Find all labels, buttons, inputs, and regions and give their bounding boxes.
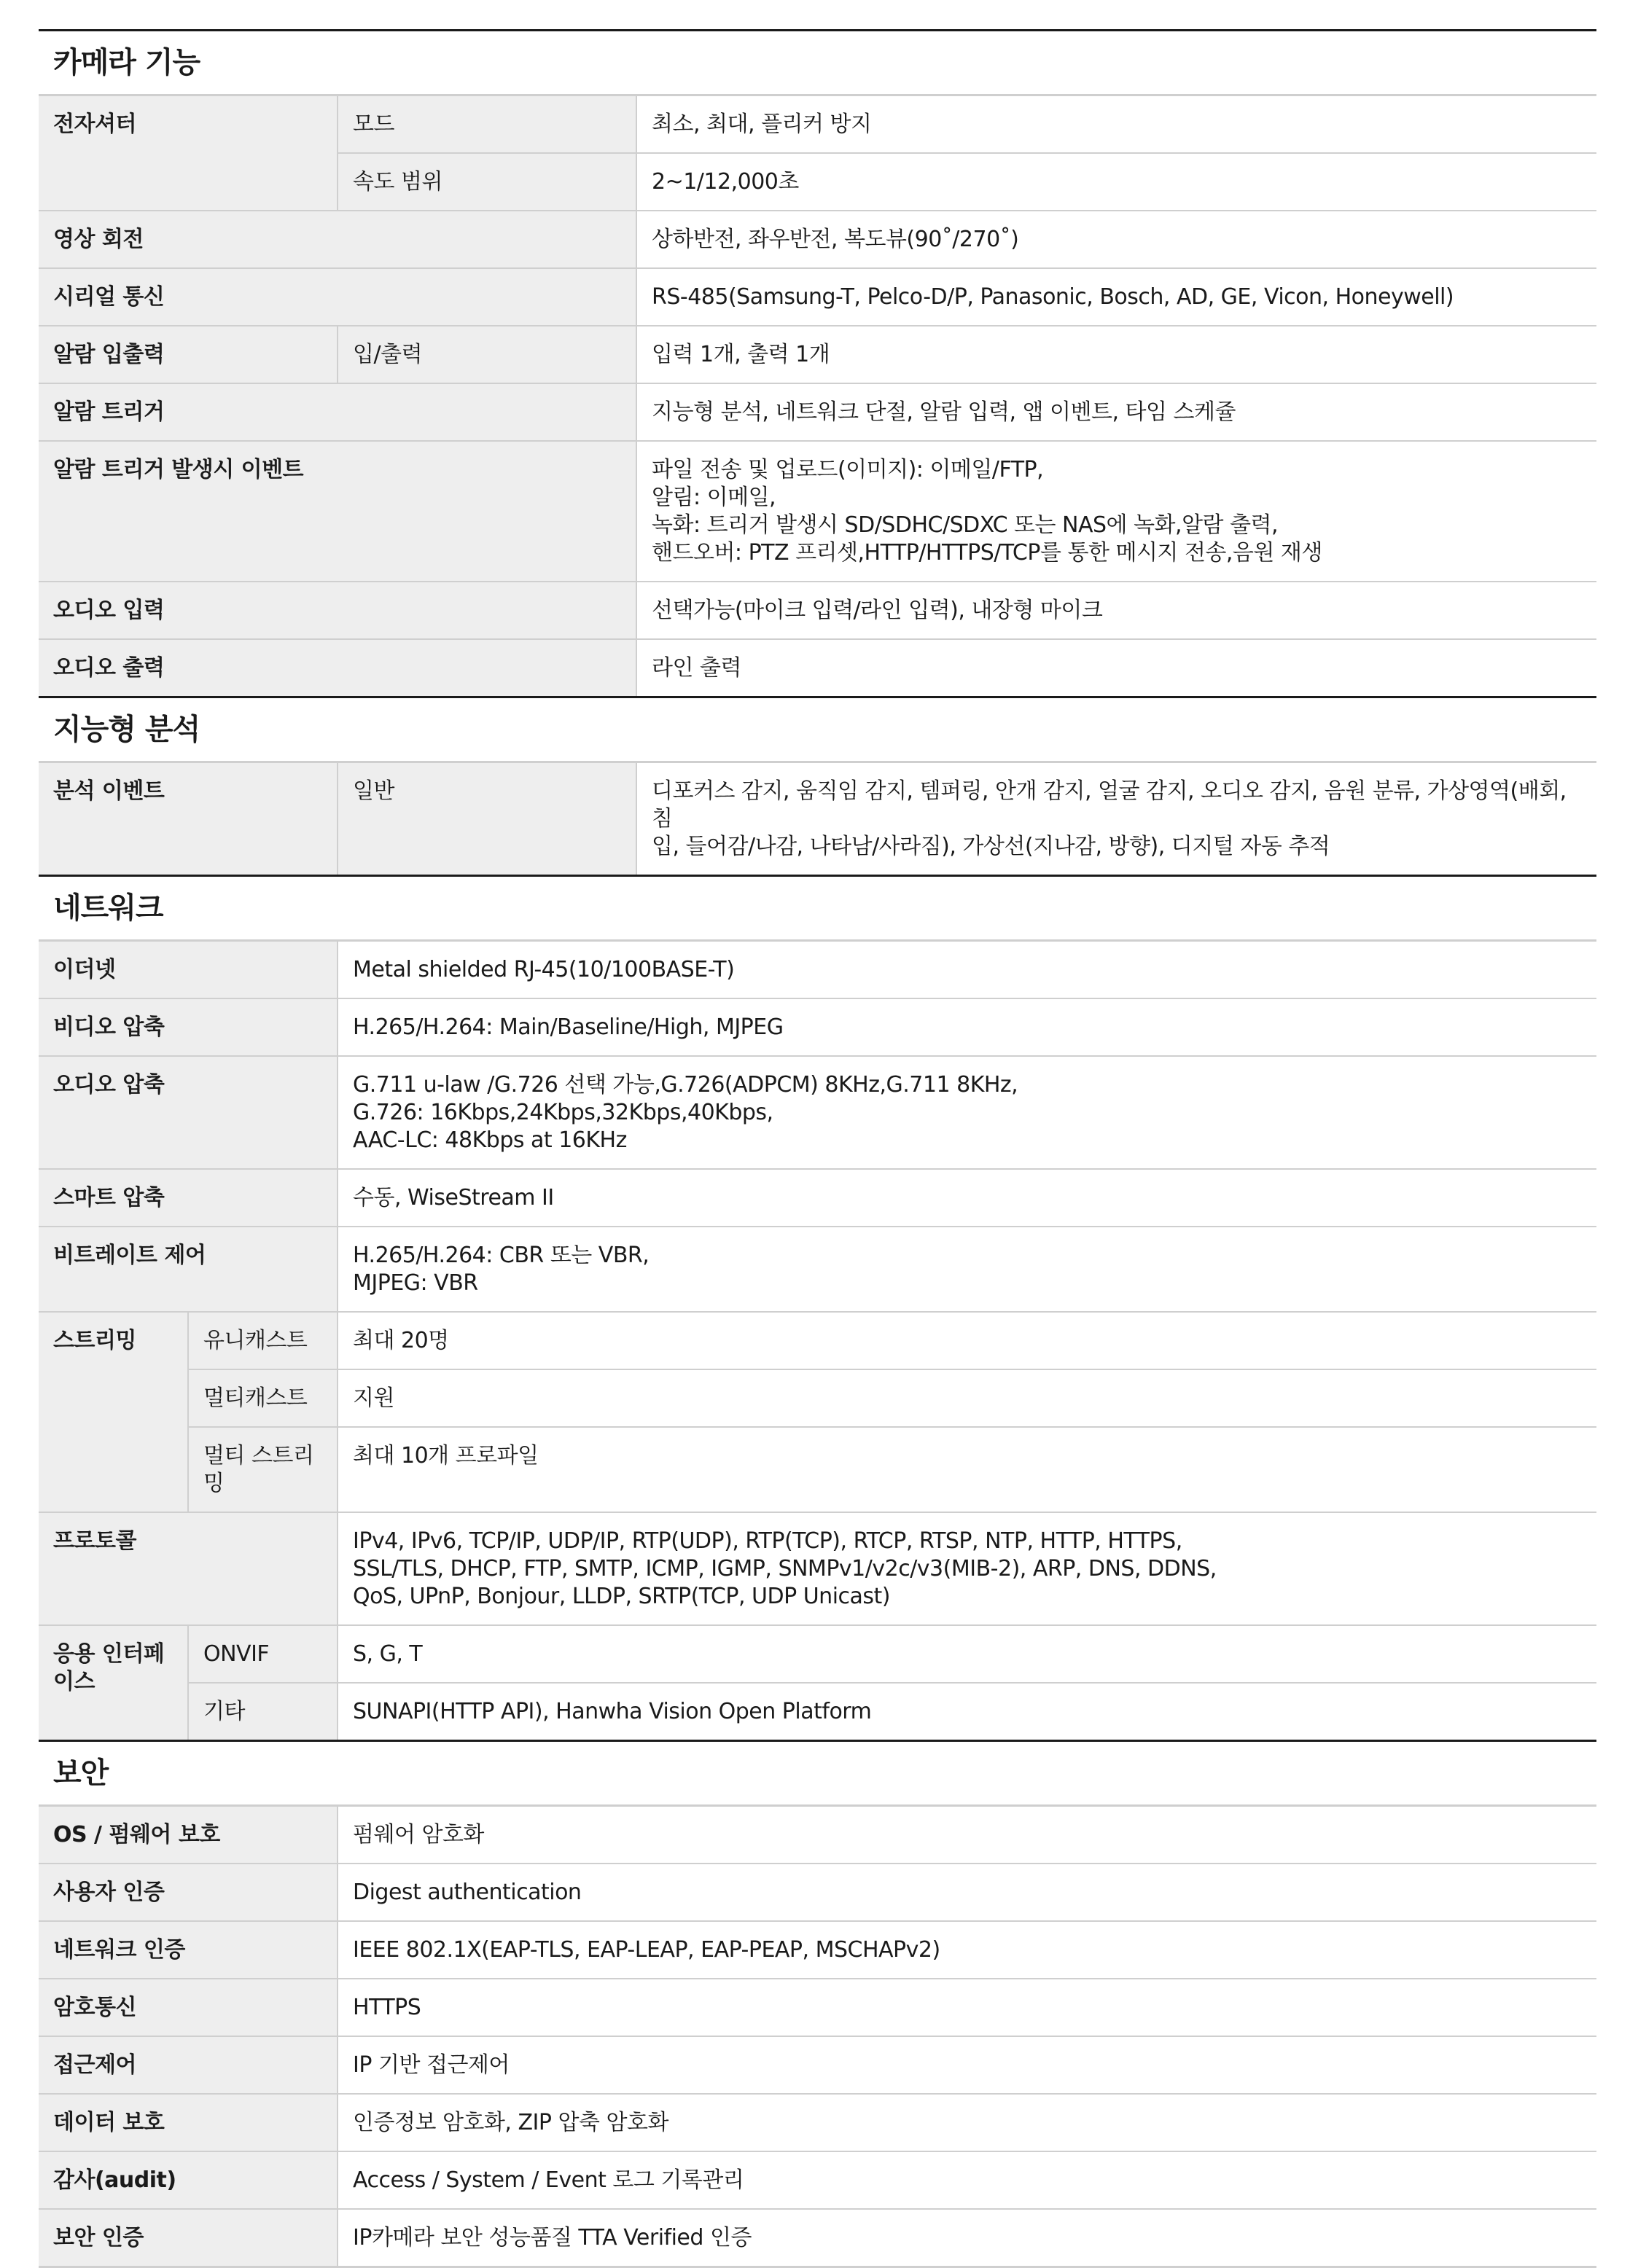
spec-table bbox=[39, 1807, 1596, 2266]
spec-value-line: IP카메라 보안 성능품질 TTA Verified 인증 bbox=[353, 2225, 752, 2251]
spec-value-line: HTTPS bbox=[353, 1995, 421, 2020]
spec-table bbox=[39, 96, 1596, 696]
spec-value bbox=[636, 153, 1596, 211]
spec-value-line: 디포커스 감지, 움직임 감지, 템퍼링, 안개 감지, 얼굴 감지, 오디오 감지, 음원 분류, 가상영역(배회, 침 bbox=[652, 778, 1567, 832]
spec-value-line: 펌웨어 암호화 bbox=[353, 1822, 484, 1847]
spec-row bbox=[39, 326, 1596, 383]
spec-value-line: G.711 u-law /G.726 선택 가능,G.726(ADPCM) 8KHz,G.711 8KHz, bbox=[353, 1072, 1018, 1098]
spec-value bbox=[338, 1056, 1596, 1169]
spec-row bbox=[39, 1512, 1596, 1625]
spec-row bbox=[39, 1625, 1596, 1683]
spec-section bbox=[39, 1740, 1596, 2266]
spec-value bbox=[338, 1312, 1596, 1369]
spec-category: 접근제어 bbox=[39, 2036, 338, 2094]
spec-row bbox=[39, 582, 1596, 639]
spec-value bbox=[338, 1427, 1596, 1512]
spec-value-line: 라인 출력 bbox=[652, 655, 741, 681]
spec-value-line: IP 기반 접근제어 bbox=[353, 2052, 510, 2078]
spec-category: 프로토콜 bbox=[39, 1512, 338, 1625]
spec-category: 비디오 압축 bbox=[39, 998, 338, 1056]
spec-value-line: 상하반전, 좌우반전, 복도뷰(90˚/270˚) bbox=[652, 227, 1019, 252]
spec-value bbox=[338, 2094, 1596, 2151]
spec-value bbox=[636, 268, 1596, 326]
spec-value-line: 입, 들어감/나감, 나타남/사라짐), 가상선(지나감, 방향), 디지털 자동 추적 bbox=[652, 834, 1330, 859]
spec-value bbox=[338, 1683, 1596, 1740]
spec-subcategory: 유니캐스트 bbox=[188, 1312, 338, 1369]
spec-value bbox=[636, 763, 1596, 875]
section-title: 네트워크 bbox=[39, 877, 1596, 942]
spec-row bbox=[39, 1312, 1596, 1369]
spec-table bbox=[39, 763, 1596, 875]
spec-value-line: MJPEG: VBR bbox=[353, 1270, 478, 1296]
spec-value bbox=[338, 1807, 1596, 1864]
spec-category: 전자셔터 bbox=[39, 96, 338, 211]
spec-value bbox=[338, 1169, 1596, 1227]
spec-row bbox=[39, 441, 1596, 582]
spec-category: 이더넷 bbox=[39, 942, 338, 998]
spec-value-line: 알림: 이메일, bbox=[652, 485, 776, 510]
spec-category: OS / 펌웨어 보호 bbox=[39, 1807, 338, 1864]
spec-row bbox=[39, 211, 1596, 268]
spec-value-line: RS-485(Samsung-T, Pelco-D/P, Panasonic, Bosch, AD, GE, Vicon, Honeywell) bbox=[652, 284, 1454, 310]
section-title: 보안 bbox=[39, 1742, 1596, 1807]
spec-row bbox=[39, 1921, 1596, 1979]
spec-subcategory: 멀티캐스트 bbox=[188, 1369, 338, 1427]
spec-category: 오디오 출력 bbox=[39, 639, 636, 696]
spec-category: 감사(audit) bbox=[39, 2151, 338, 2209]
spec-row bbox=[39, 1807, 1596, 1864]
spec-table bbox=[39, 942, 1596, 1740]
section-title: 카메라 기능 bbox=[39, 31, 1596, 96]
spec-category: 알람 입출력 bbox=[39, 326, 338, 383]
spec-row bbox=[39, 1979, 1596, 2036]
spec-value bbox=[636, 441, 1596, 582]
spec-value-line: 선택가능(마이크 입력/라인 입력), 내장형 마이크 bbox=[652, 598, 1103, 623]
spec-row bbox=[39, 998, 1596, 1056]
spec-subcategory: ONVIF bbox=[188, 1625, 338, 1683]
spec-value-line: Digest authentication bbox=[353, 1880, 582, 1905]
spec-value-line: Metal shielded RJ-45(10/100BASE-T) bbox=[353, 957, 735, 982]
spec-value bbox=[338, 998, 1596, 1056]
spec-subcategory: 모드 bbox=[338, 96, 636, 153]
spec-value-line: SSL/TLS, DHCP, FTP, SMTP, ICMP, IGMP, SNMPv1/v2c/v3(MIB-2), ARP, DNS, DDNS, bbox=[353, 1556, 1217, 1581]
spec-value bbox=[636, 326, 1596, 383]
spec-row bbox=[39, 2209, 1596, 2266]
spec-value bbox=[338, 2209, 1596, 2266]
spec-value-line: S, G, T bbox=[353, 1641, 423, 1667]
spec-section bbox=[39, 875, 1596, 1740]
spec-row bbox=[39, 1169, 1596, 1227]
section-title: 지능형 분석 bbox=[39, 698, 1596, 763]
spec-value bbox=[636, 383, 1596, 441]
spec-value bbox=[636, 639, 1596, 696]
spec-category: 알람 트리거 bbox=[39, 383, 636, 441]
spec-value-line: 수동, WiseStream II bbox=[353, 1185, 554, 1211]
spec-row bbox=[39, 2036, 1596, 2094]
spec-sheet bbox=[39, 29, 1596, 2268]
spec-value-line: Access / System / Event 로그 기록관리 bbox=[353, 2167, 744, 2193]
spec-value bbox=[338, 1512, 1596, 1625]
spec-subcategory: 멀티 스트리밍 bbox=[188, 1427, 338, 1512]
spec-value bbox=[338, 1227, 1596, 1312]
spec-value-line: 지능형 분석, 네트워크 단절, 알람 입력, 앱 이벤트, 타임 스케쥴 bbox=[652, 399, 1236, 425]
spec-value-line: G.726: 16Kbps,24Kbps,32Kbps,40Kbps, bbox=[353, 1100, 773, 1125]
spec-row bbox=[39, 2094, 1596, 2151]
spec-category: 응용 인터페이스 bbox=[39, 1625, 188, 1740]
spec-row bbox=[39, 268, 1596, 326]
spec-category: 오디오 압축 bbox=[39, 1056, 338, 1169]
spec-value bbox=[338, 1625, 1596, 1683]
spec-value-line: 최소, 최대, 플리커 방지 bbox=[652, 112, 872, 137]
spec-row bbox=[39, 639, 1596, 696]
spec-value bbox=[338, 1979, 1596, 2036]
spec-value-line: 핸드오버: PTZ 프리셋,HTTP/HTTPS/TCP를 통한 메시지 전송,음원 재생 bbox=[652, 540, 1322, 566]
spec-category: 스마트 압축 bbox=[39, 1169, 338, 1227]
spec-subcategory: 일반 bbox=[338, 763, 636, 875]
spec-row bbox=[39, 1864, 1596, 1921]
spec-row bbox=[39, 2151, 1596, 2209]
spec-value bbox=[338, 2036, 1596, 2094]
spec-row bbox=[39, 383, 1596, 441]
spec-value bbox=[338, 942, 1596, 998]
spec-subcategory: 입/출력 bbox=[338, 326, 636, 383]
spec-row bbox=[39, 1369, 1596, 1427]
spec-value-line: 2~1/12,000초 bbox=[652, 169, 799, 195]
spec-row bbox=[39, 1427, 1596, 1512]
spec-value bbox=[338, 1369, 1596, 1427]
spec-value-line: 지원 bbox=[353, 1385, 394, 1411]
spec-subcategory: 속도 범위 bbox=[338, 153, 636, 211]
spec-value-line: 입력 1개, 출력 1개 bbox=[652, 342, 830, 367]
spec-value bbox=[338, 2151, 1596, 2209]
spec-category: 암호통신 bbox=[39, 1979, 338, 2036]
spec-category: 스트리밍 bbox=[39, 1312, 188, 1512]
spec-category: 시리얼 통신 bbox=[39, 268, 636, 326]
spec-value bbox=[636, 96, 1596, 153]
spec-value-line: SUNAPI(HTTP API), Hanwha Vision Open Platform bbox=[353, 1699, 872, 1724]
spec-value-line: IEEE 802.1X(EAP-TLS, EAP-LEAP, EAP-PEAP, MSCHAPv2) bbox=[353, 1937, 940, 1963]
spec-value-line: QoS, UPnP, Bonjour, LLDP, SRTP(TCP, UDP Unicast) bbox=[353, 1584, 891, 1609]
spec-section bbox=[39, 29, 1596, 696]
spec-section bbox=[39, 696, 1596, 875]
spec-category: 비트레이트 제어 bbox=[39, 1227, 338, 1312]
spec-category: 분석 이벤트 bbox=[39, 763, 338, 875]
spec-category: 오디오 입력 bbox=[39, 582, 636, 639]
spec-value-line: 최대 10개 프로파일 bbox=[353, 1443, 539, 1469]
spec-category: 사용자 인증 bbox=[39, 1864, 338, 1921]
spec-category: 네트워크 인증 bbox=[39, 1921, 338, 1979]
spec-value-line: H.265/H.264: Main/Baseline/High, MJPEG bbox=[353, 1014, 784, 1040]
spec-subcategory: 기타 bbox=[188, 1683, 338, 1740]
spec-row bbox=[39, 96, 1596, 153]
spec-value-line: 최대 20명 bbox=[353, 1328, 449, 1353]
spec-row bbox=[39, 763, 1596, 875]
spec-value bbox=[636, 211, 1596, 268]
spec-category: 영상 회전 bbox=[39, 211, 636, 268]
spec-value-line: H.265/H.264: CBR 또는 VBR, bbox=[353, 1243, 650, 1268]
spec-row bbox=[39, 1683, 1596, 1740]
spec-value-line: 인증정보 암호화, ZIP 압축 암호화 bbox=[353, 2110, 668, 2135]
spec-row bbox=[39, 942, 1596, 998]
spec-value bbox=[338, 1864, 1596, 1921]
spec-value bbox=[636, 582, 1596, 639]
spec-row bbox=[39, 1056, 1596, 1169]
spec-value-line: IPv4, IPv6, TCP/IP, UDP/IP, RTP(UDP), RTP(TCP), RTCP, RTSP, NTP, HTTP, HTTPS, bbox=[353, 1528, 1182, 1554]
spec-value bbox=[338, 1921, 1596, 1979]
spec-category: 데이터 보호 bbox=[39, 2094, 338, 2151]
spec-category: 알람 트리거 발생시 이벤트 bbox=[39, 441, 636, 582]
spec-value-line: AAC-LC: 48Kbps at 16KHz bbox=[353, 1127, 627, 1153]
spec-value-line: 녹화: 트리거 발생시 SD/SDHC/SDXC 또는 NAS에 녹화,알람 출력, bbox=[652, 512, 1279, 538]
spec-category: 보안 인증 bbox=[39, 2209, 338, 2266]
spec-value-line: 파일 전송 및 업로드(이미지): 이메일/FTP, bbox=[652, 457, 1044, 482]
spec-row bbox=[39, 1227, 1596, 1312]
